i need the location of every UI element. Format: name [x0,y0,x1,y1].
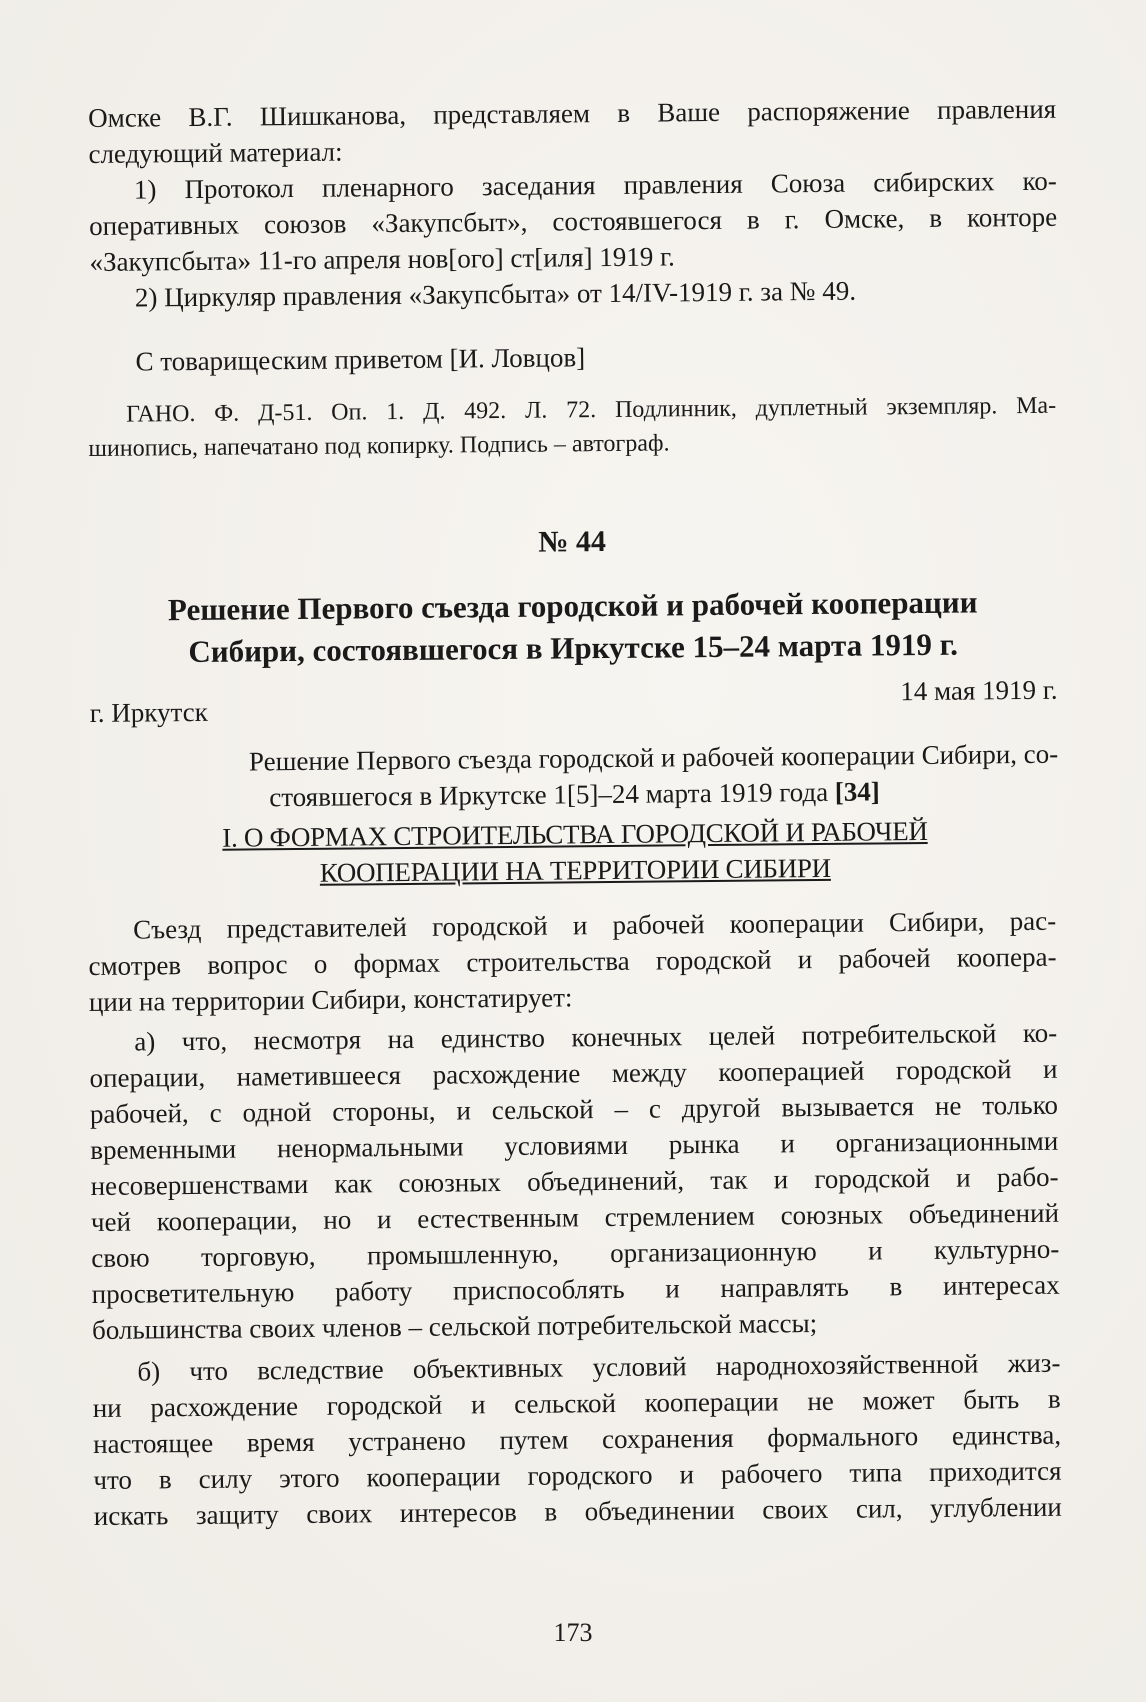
section-heading [91,812,1060,893]
intro-line: следующий материал: [88,136,343,169]
closing-greeting: С товарищеским приветом [И. Ловцов] [135,342,586,377]
intro-item-1-cont: оперативных союзов «Закупсбыт», состоявшегося в г. Омске, в конторе [89,201,1058,241]
paragraph [92,1345,1062,1534]
body-line: свою торговую, промышленную, организационную и культурно- [91,1233,1060,1273]
paragraph [89,1015,1060,1348]
letter-ending [88,91,1059,380]
body-line: большинства своих членов – сельской потребительской массы; [91,1308,818,1345]
body-line: смотрев вопрос о формах строительства городской и рабочей коопера- [88,941,1057,981]
paragraph [88,903,1057,1020]
intro-item-2: 2) Циркуляр правления «Закупсбыта» от 14/IV-1919 г. за № 49. [134,275,857,313]
place-date-row [89,675,1057,729]
section-heading-line: I. О ФОРМАХ СТРОИТЕЛЬСТВА ГОРОДСКОЙ И РАБОЧЕЙ [222,815,928,853]
document-date: 14 мая 1919 г. [900,674,1058,707]
document-place: г. Иркутск [89,696,208,728]
body-line: искать защиту своих интересов в объединении своих сил, углублении [93,1491,1062,1531]
document-number: № 44 [538,525,607,559]
body-line: б) что вследствие объективных условий народнохозяйственной жиз- [137,1347,1061,1387]
document-header [88,521,1059,893]
intro-line: Омске В.Г. Шишканова, представляем в Ваше распоряжение правления [88,93,1057,133]
source-line: шинопись, напечатано под копирку. Подпись – автограф. [88,430,670,462]
body-line: а) что, несмотря на единство конечных целей потребительской ко- [134,1017,1058,1057]
body-line: операции, наметившееся расхождение между кооперацией городской и [89,1053,1058,1093]
source-line: ГАНО. Ф. Д-51. Оп. 1. Д. 492. Л. 72. Подлинник, дуплетный экземпляр. Ма- [126,392,1057,428]
body-line: просветительную работу приспособлять и направлять в интересах [91,1269,1060,1309]
body-line: рабочей, с одной стороны, и сельской – с другой вызывается не только [89,1089,1059,1129]
archive-source [88,389,1057,466]
body-line: ции на территории Сибири, констатирует: [88,982,573,1017]
body-line: ни расхождение городской и сельской кооперации не может быть в [92,1383,1061,1423]
section-heading-line: КООПЕРАЦИИ НА ТЕРРИТОРИИ СИБИРИ [319,852,831,888]
intro-item-1-cont: «Закупсбыта» 11-го апреля нов[ого] ст[иля] 1919 г. [89,241,675,277]
intro-item-1: 1) Протокол пленарного заседания правления Союза сибирских ко- [133,165,1057,205]
document-title-line: Сибири, состоявшегося в Иркутске 15–24 марта 1919 г. [188,626,959,670]
body-line: несовершенствами как союзных объединений, так и городской и рабо- [90,1161,1059,1201]
document-subtitle [90,736,1059,817]
subtitle-line: Решение Первого съезда городской и рабочей кооперации Сибири, со- [248,738,1059,777]
body-line: настоящее время устранено путем сохранения формального единства, [92,1419,1062,1459]
body-line: что в силу этого кооперации городского и рабочего типа приходится [93,1455,1062,1495]
document-body [88,903,1062,1534]
body-line: чей кооперации, но и естественным стремлением союзных объединений [90,1197,1060,1237]
body-line: Съезд представителей городской и рабочей кооперации Сибири, рас- [133,905,1057,945]
subtitle-text: стоявшегося в Иркутске 1[5]–24 марта 1919 года [269,776,835,813]
document-title-line: Решение Первого съезда городской и рабочей кооперации [167,584,978,628]
body-line: временными ненормальными условиями рынка и организационными [90,1125,1059,1165]
page-number: 173 [553,1618,593,1647]
document-title [89,581,1058,674]
editorial-note-ref: [34] [834,776,880,807]
